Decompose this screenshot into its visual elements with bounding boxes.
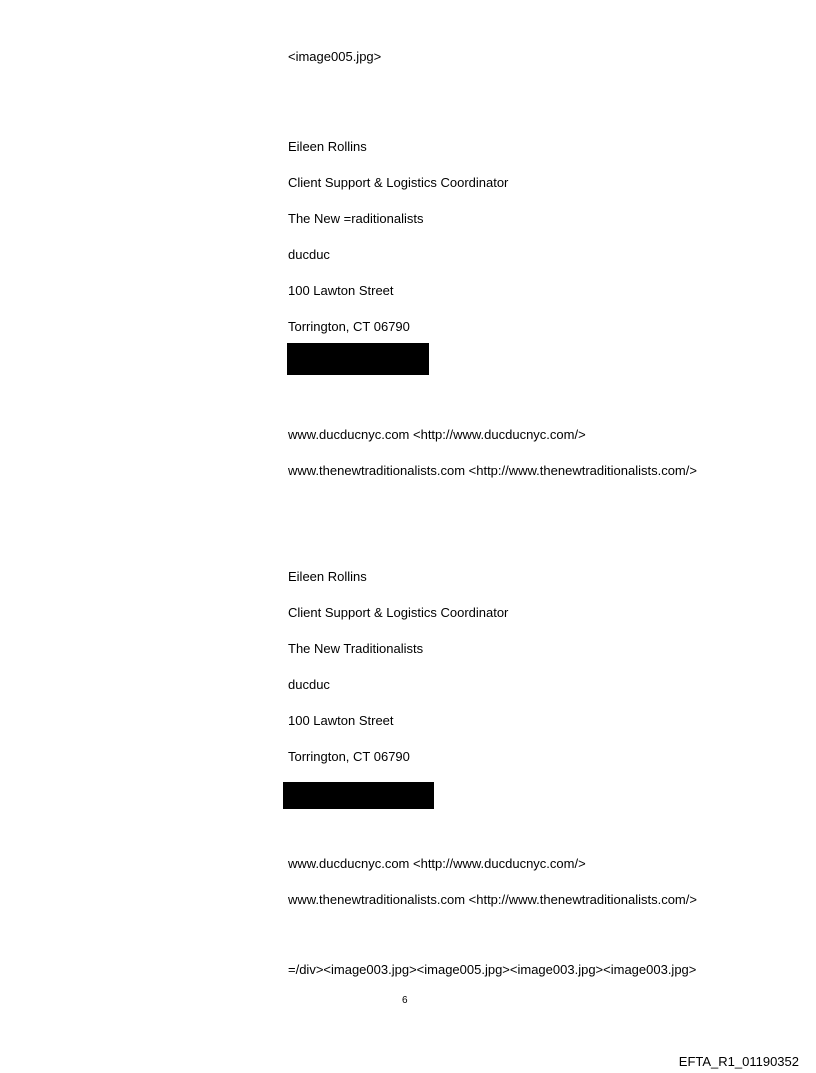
- page-number: 6: [402, 995, 408, 1006]
- brand-name: ducduc: [288, 247, 330, 262]
- city-address: Torrington, CT 06790: [288, 319, 410, 334]
- signer-name: Eileen Rollins: [288, 139, 367, 154]
- document-id: EFTA_R1_01190352: [678, 1054, 799, 1069]
- image-reference: <image005.jpg>: [288, 49, 382, 64]
- company-name: The New Traditionalists: [288, 641, 424, 656]
- trailing-markup: =/div><image003.jpg><image005.jpg><image003.jpg><image003.jpg>: [288, 962, 697, 977]
- city-address: Torrington, CT 06790: [288, 749, 410, 764]
- street-address: 100 Lawton Street: [288, 283, 394, 298]
- website-link-2[interactable]: www.thenewtraditionalists.com <http://www.thenewtraditionalists.com/>: [288, 892, 697, 907]
- company-name: The New =raditionalists: [288, 211, 424, 226]
- website-link-1[interactable]: www.ducducnyc.com <http://www.ducducnyc.com/>: [288, 427, 586, 442]
- redaction-box: [283, 782, 434, 809]
- redaction-box: [287, 343, 429, 375]
- website-link-2[interactable]: www.thenewtraditionalists.com <http://www.thenewtraditionalists.com/>: [288, 463, 697, 478]
- signer-name: Eileen Rollins: [288, 569, 367, 584]
- signer-title: Client Support & Logistics Coordinator: [288, 605, 509, 620]
- brand-name: ducduc: [288, 677, 330, 692]
- street-address: 100 Lawton Street: [288, 713, 394, 728]
- website-link-1[interactable]: www.ducducnyc.com <http://www.ducducnyc.com/>: [288, 856, 586, 871]
- signer-title: Client Support & Logistics Coordinator: [288, 175, 509, 190]
